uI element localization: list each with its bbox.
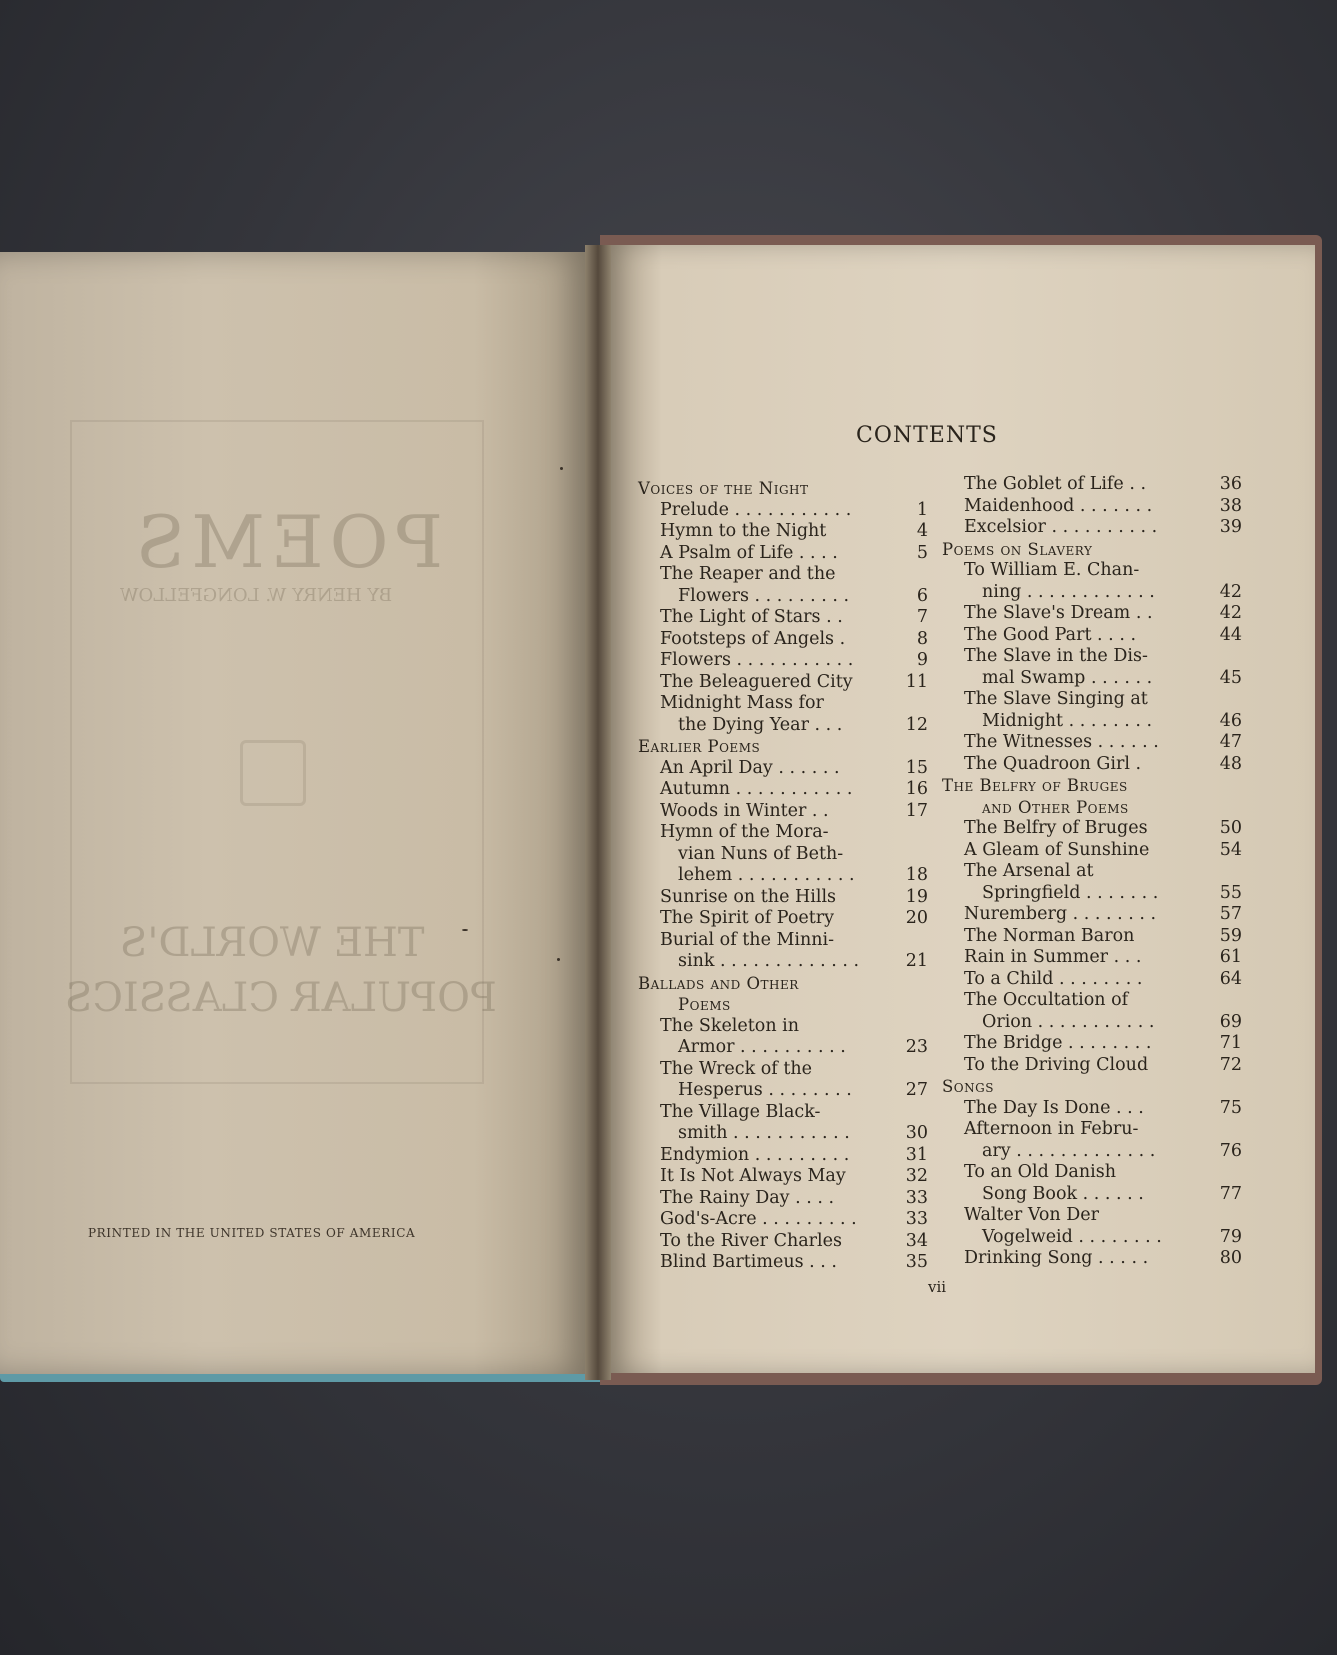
contents-entry [638, 758, 928, 780]
entry-title: sink . . . . . . . . . . . . . [678, 951, 860, 971]
entry-title: Rain in Summer . . . [964, 947, 1142, 967]
contents-entry [638, 629, 928, 651]
entry-page-number: 16 [905, 779, 928, 799]
entry-page-number: 32 [905, 1166, 928, 1186]
entry-title: The Light of Stars . . [660, 607, 843, 627]
contents-entry [942, 1012, 1242, 1034]
entry-page-number: 80 [1219, 1248, 1242, 1268]
contents-entry [638, 801, 928, 823]
entry-title: The Quadroon Girl . [964, 753, 1142, 774]
paper-speck [560, 467, 563, 470]
contents-entry [942, 1205, 1242, 1227]
entry-page-number: 30 [905, 1123, 928, 1143]
entry-title: The Goblet of Life . . [964, 474, 1147, 494]
section-heading [638, 994, 928, 1016]
entry-page-number: 33 [905, 1209, 928, 1229]
section-heading [942, 797, 1242, 819]
contents-entry [638, 779, 928, 801]
contents-entry [638, 1123, 928, 1145]
entry-page-number: 44 [1219, 624, 1242, 645]
entry-page-number: 75 [1219, 1097, 1242, 1118]
section-heading [942, 1076, 1242, 1098]
contents-entry [638, 672, 928, 694]
entry-page-number: 31 [905, 1144, 928, 1165]
entry-title: Orion . . . . . . . . . . . [982, 1011, 1155, 1032]
contents-entry [638, 693, 928, 715]
book-gutter [585, 245, 611, 1380]
entry-page-number: 55 [1219, 882, 1242, 903]
entry-title: Autumn . . . . . . . . . . . [660, 779, 853, 799]
contents-entry [638, 951, 928, 973]
entry-title: mal Swamp . . . . . . [982, 667, 1153, 688]
entry-page-number: 45 [1219, 667, 1242, 688]
entry-title: The Slave in the Dis- [964, 646, 1148, 666]
contents-entry [942, 861, 1242, 883]
entry-title: Burial of the Minni- [660, 929, 835, 950]
entry-title: Hesperus . . . . . . . . [678, 1080, 852, 1100]
entry-page-number: 17 [905, 800, 928, 821]
entry-title: Flowers . . . . . . . . . . . [660, 650, 854, 670]
entry-title: The Slave Singing at [964, 689, 1148, 709]
contents-entry [638, 500, 928, 522]
contents-entry [638, 521, 928, 543]
entry-title: The Occultation of [964, 990, 1129, 1010]
entry-title: Songs [942, 1077, 994, 1096]
entry-title: Hymn of the Mora- [660, 822, 829, 842]
entry-title: Nuremberg . . . . . . . . [964, 904, 1157, 924]
contents-entry [942, 646, 1242, 668]
contents-entry [638, 564, 928, 586]
contents-entry [638, 822, 928, 844]
entry-title: The Day Is Done . . . [964, 1097, 1144, 1118]
section-heading [638, 736, 928, 758]
entry-title: The Bridge . . . . . . . . [964, 1033, 1152, 1053]
contents-entry [942, 883, 1242, 905]
entry-title: The Witnesses . . . . . . [964, 732, 1159, 752]
entry-page-number: 7 [916, 607, 928, 627]
contents-entry [942, 904, 1242, 926]
contents-right-column [942, 474, 1242, 1270]
paper-speck [462, 929, 468, 931]
page-folio: vii [928, 1278, 947, 1296]
contents-entry [638, 1145, 928, 1167]
contents-entry [942, 517, 1242, 539]
entry-title: To the Driving Cloud [964, 1054, 1149, 1075]
contents-entry [638, 1037, 928, 1059]
contents-entry [942, 818, 1242, 840]
entry-title: vian Nuns of Beth- [678, 843, 844, 864]
entry-title: The Spirit of Poetry [660, 908, 835, 928]
contents-entry [638, 1209, 928, 1231]
entry-page-number: 35 [905, 1252, 928, 1272]
entry-page-number: 19 [905, 886, 928, 907]
entry-title: the Dying Year . . . [678, 714, 843, 735]
entry-page-number: 46 [1219, 710, 1242, 731]
entry-page-number: 6 [916, 585, 928, 606]
show-through-subtitle: BY HENRY W. LONGFELLOW [120, 585, 393, 606]
entry-title: Blind Bartimeus . . . [660, 1252, 837, 1272]
contents-entry [942, 625, 1242, 647]
entry-title: Midnight Mass for [660, 693, 824, 713]
entry-page-number: 39 [1219, 517, 1242, 537]
entry-title: It Is Not Always May [660, 1166, 846, 1186]
entry-page-number: 77 [1219, 1183, 1242, 1204]
contents-entry [942, 1162, 1242, 1184]
contents-entry [638, 586, 928, 608]
contents-entry [638, 930, 928, 952]
entry-page-number: 48 [1219, 753, 1242, 774]
entry-page-number: 72 [1219, 1054, 1242, 1075]
contents-entry [942, 496, 1242, 518]
entry-title: Poems on Slavery [942, 539, 1093, 559]
entry-title: To an Old Danish [964, 1162, 1116, 1182]
entry-title: The Reaper and the [660, 564, 836, 584]
entry-page-number: 47 [1219, 732, 1242, 752]
contents-entry [942, 1055, 1242, 1077]
contents-entry [942, 1184, 1242, 1206]
entry-title: Drinking Song . . . . . [964, 1248, 1149, 1268]
entry-title: smith . . . . . . . . . . . [678, 1123, 850, 1143]
contents-entry [942, 474, 1242, 496]
contents-entry [942, 582, 1242, 604]
entry-title: Sunrise on the Hills [660, 886, 837, 907]
entry-page-number: 18 [905, 865, 928, 885]
entry-title: The Good Part . . . . [964, 624, 1137, 645]
entry-page-number: 64 [1219, 968, 1242, 989]
entry-title: The Belfry of Bruges [942, 776, 1128, 795]
entry-page-number: 79 [1219, 1226, 1242, 1247]
contents-entry [638, 607, 928, 629]
entry-page-number: 34 [905, 1230, 928, 1251]
section-heading [638, 478, 928, 500]
entry-title: The Norman Baron [964, 925, 1135, 946]
entry-title: Walter Von Der [964, 1205, 1099, 1225]
contents-entry [942, 969, 1242, 991]
entry-page-number: 76 [1219, 1140, 1242, 1161]
contents-entry [638, 1059, 928, 1081]
contents-entry [942, 1248, 1242, 1270]
entry-title: lehem . . . . . . . . . . . [678, 865, 855, 885]
entry-page-number: 33 [905, 1187, 928, 1208]
contents-entry [942, 840, 1242, 862]
entry-page-number: 71 [1219, 1033, 1242, 1053]
printed-notice: PRINTED IN THE UNITED STATES OF AMERICA [88, 1226, 416, 1240]
entry-title: God's-Acre . . . . . . . . . [660, 1209, 857, 1229]
entry-page-number: 36 [1219, 474, 1242, 494]
paper-speck [557, 958, 560, 961]
entry-title: Hymn to the Night [660, 521, 827, 541]
contents-entry [638, 1166, 928, 1188]
entry-title: Earlier Poems [638, 737, 761, 756]
entry-title: Footsteps of Angels . [660, 628, 846, 649]
entry-title: To William E. Chan- [964, 560, 1140, 580]
contents-entry [942, 711, 1242, 733]
entry-page-number: 5 [916, 542, 928, 563]
section-heading [942, 539, 1242, 561]
entry-title: Woods in Winter . . [660, 800, 829, 821]
show-through-title: POEMS [130, 500, 444, 584]
entry-title: The Skeleton in [660, 1015, 800, 1036]
contents-left-column [638, 478, 928, 1274]
contents-entry [942, 926, 1242, 948]
entry-page-number: 20 [905, 908, 928, 928]
entry-title: Endymion . . . . . . . . . [660, 1144, 850, 1165]
entry-title: Vogelweid . . . . . . . . [982, 1226, 1162, 1247]
entry-title: The Village Black- [660, 1101, 821, 1122]
entry-page-number: 69 [1219, 1011, 1242, 1032]
contents-heading: CONTENTS [856, 423, 998, 448]
contents-entry [638, 908, 928, 930]
entry-page-number: 59 [1219, 925, 1242, 946]
contents-entry [942, 668, 1242, 690]
contents-entry [942, 754, 1242, 776]
contents-entry [638, 1016, 928, 1038]
entry-title: ning . . . . . . . . . . . . [982, 581, 1155, 602]
entry-title: Flowers . . . . . . . . . [678, 585, 850, 606]
entry-page-number: 9 [916, 650, 928, 670]
entry-title: Excelsior . . . . . . . . . . [964, 517, 1158, 537]
contents-entry [638, 1231, 928, 1253]
contents-entry [942, 732, 1242, 754]
contents-entry [942, 990, 1242, 1012]
entry-title: A Psalm of Life . . . . [660, 542, 838, 563]
entry-page-number: 27 [905, 1080, 928, 1100]
section-heading [638, 973, 928, 995]
contents-entry [638, 543, 928, 565]
contents-entry [638, 1252, 928, 1274]
entry-title: The Wreck of the [660, 1058, 812, 1079]
contents-entry [638, 844, 928, 866]
entry-page-number: 21 [905, 951, 928, 971]
entry-title: To the River Charles [660, 1230, 842, 1251]
entry-title: To a Child . . . . . . . . [964, 968, 1143, 989]
entry-title: The Belfry of Bruges [964, 818, 1148, 838]
show-through-emblem [240, 740, 306, 806]
entry-title: The Beleaguered City [660, 671, 853, 692]
entry-page-number: 15 [905, 757, 928, 778]
entry-page-number: 54 [1219, 839, 1242, 860]
entry-title: Voices of the Night [638, 479, 809, 498]
entry-page-number: 11 [905, 671, 928, 692]
contents-entry [942, 1141, 1242, 1163]
contents-entry [638, 1188, 928, 1210]
entry-title: Maidenhood . . . . . . . [964, 495, 1153, 516]
section-heading [942, 775, 1242, 797]
contents-entry [638, 650, 928, 672]
entry-page-number: 8 [916, 628, 928, 649]
contents-entry [638, 715, 928, 737]
entry-page-number: 38 [1219, 495, 1242, 516]
entry-title: ary . . . . . . . . . . . . . [982, 1140, 1156, 1161]
entry-page-number: 12 [905, 714, 928, 735]
contents-entry [942, 1033, 1242, 1055]
entry-page-number: 1 [916, 499, 928, 520]
entry-title: Song Book . . . . . . [982, 1183, 1144, 1204]
entry-title: An April Day . . . . . . [660, 757, 840, 778]
contents-entry [942, 560, 1242, 582]
entry-title: Springfield . . . . . . . [982, 882, 1159, 903]
entry-page-number: 61 [1219, 947, 1242, 967]
entry-title: A Gleam of Sunshine [964, 839, 1150, 860]
entry-title: Afternoon in Febru- [964, 1119, 1139, 1139]
contents-entry [638, 865, 928, 887]
entry-title: and Other Poems [982, 797, 1129, 817]
contents-entry [638, 1102, 928, 1124]
entry-title: The Rainy Day . . . . [660, 1187, 835, 1208]
contents-entry [638, 887, 928, 909]
entry-title: Midnight . . . . . . . . [982, 710, 1153, 731]
contents-entry [942, 947, 1242, 969]
entry-title: Poems [678, 995, 731, 1014]
entry-page-number: 42 [1219, 581, 1242, 602]
entry-page-number: 23 [905, 1037, 928, 1057]
contents-entry [942, 603, 1242, 625]
entry-title: Prelude . . . . . . . . . . . [660, 499, 852, 520]
contents-entry [942, 1227, 1242, 1249]
contents-entry [638, 1080, 928, 1102]
show-through-series-line2: POPULAR CLASSICS [65, 975, 497, 1021]
entry-page-number: 50 [1219, 818, 1242, 838]
entry-page-number: 57 [1219, 904, 1242, 924]
entry-title: Armor . . . . . . . . . . [678, 1037, 846, 1057]
entry-title: The Slave's Dream . . [964, 603, 1153, 623]
contents-entry [942, 689, 1242, 711]
entry-page-number: 4 [916, 521, 928, 541]
entry-title: The Arsenal at [964, 861, 1094, 881]
entry-title: Ballads and Other [638, 973, 799, 993]
contents-entry [942, 1098, 1242, 1120]
show-through-series-line1: THE WORLD'S [120, 920, 425, 966]
entry-page-number: 42 [1219, 603, 1242, 623]
contents-entry [942, 1119, 1242, 1141]
